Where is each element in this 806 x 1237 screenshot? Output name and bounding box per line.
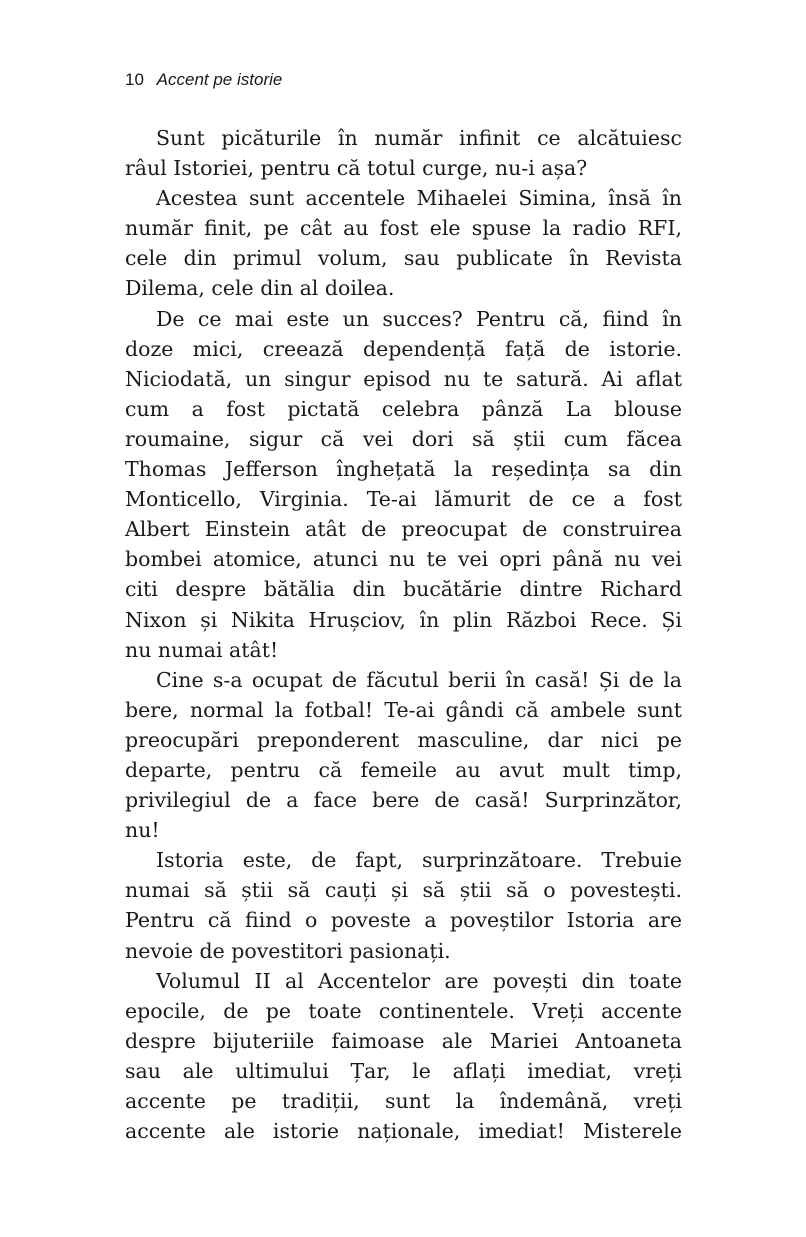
text-line: preocupări preponderent masculine, dar nici pe	[125, 727, 682, 752]
text-line: accente pe tradiții, sunt la îndemână, vreți	[125, 1089, 682, 1113]
text-line: Pentru că fiind o poveste a poveștilor Istoria are	[125, 908, 682, 933]
paragraph	[125, 665, 682, 846]
text-line: Volumul II al Accentelor are povești din toate	[156, 968, 682, 993]
text-line: număr finit, pe cât au fost ele spuse la radio RFI,	[125, 216, 682, 241]
text-line: departe, pentru că femeile au avut mult timp,	[125, 757, 682, 782]
text-line: Acestea sunt accentele Mihaelei Simina, însă în	[156, 186, 682, 211]
text-line: accente ale istorie naționale, imediat! Misterele	[125, 1119, 682, 1144]
text-line: Albert Einstein atât de preocupat de construirea	[125, 517, 682, 542]
page-number: 10	[125, 70, 144, 89]
text-line: nu!	[125, 818, 160, 843]
text-line: Thomas Jefferson înghețată la reședința sa din	[125, 457, 682, 482]
text-line: nu numai atât!	[125, 637, 279, 662]
paragraph	[125, 845, 682, 965]
text-line: privilegiul de a face bere de casă! Surprinzător,	[125, 788, 682, 813]
text-line: cele din primul volum, sau publicate în Revista	[125, 246, 682, 271]
text-line: bombei atomice, atunci nu te vei opri până nu vei	[125, 547, 682, 572]
text-line: nevoie de povestitori pasionați.	[125, 938, 451, 963]
paragraph	[125, 304, 682, 665]
text-line: râul Istoriei, pentru că totul curge, nu-i așa?	[125, 156, 588, 181]
text-line: sau ale ultimului Țar, le aflați imediat, vreți	[125, 1058, 682, 1083]
text-line: Nixon și Nikita Hrușciov, în plin Război Rece. Și	[125, 607, 682, 632]
text-line: despre bijuteriile faimoase ale Mariei Antoaneta	[125, 1028, 682, 1053]
text-line: cum a fost pictată celebra pânză La blouse	[125, 396, 682, 421]
text-line: doze mici, creează dependență față de istorie.	[125, 336, 682, 361]
text-line: roumaine, sigur că vei dori să știi cum făcea	[125, 426, 682, 451]
running-header	[125, 70, 282, 90]
text-line: Dilema, cele din al doilea.	[125, 276, 395, 301]
paragraph	[125, 966, 682, 1147]
paragraph	[125, 183, 682, 303]
text-line: numai să știi să cauți și să știi să o povestești.	[125, 878, 682, 903]
book-title: Accent pe istorie	[156, 70, 283, 89]
text-line: De ce mai este un succes? Pentru că, fiind în	[156, 306, 682, 331]
text-line: Sunt picăturile în număr infinit ce alcătuiesc	[156, 126, 682, 150]
paragraph	[125, 123, 682, 183]
text-line: Cine s-a ocupat de făcutul berii în casă! Și de la	[156, 667, 682, 692]
text-line: bere, normal la fotbal! Te-ai gândi că ambele sunt	[125, 697, 682, 722]
text-line: Niciodată, un singur episod nu te satură. Ai aflat	[125, 366, 682, 391]
body-text	[125, 123, 682, 1146]
text-line: Monticello, Virginia. Te-ai lămurit de ce a fost	[125, 487, 682, 512]
text-line: Istoria este, de fapt, surprinzătoare. Trebuie	[156, 848, 682, 873]
text-line: citi despre bătălia din bucătărie dintre Richard	[125, 577, 682, 602]
text-line: epocile, de pe toate continentele. Vreți accente	[125, 998, 682, 1023]
